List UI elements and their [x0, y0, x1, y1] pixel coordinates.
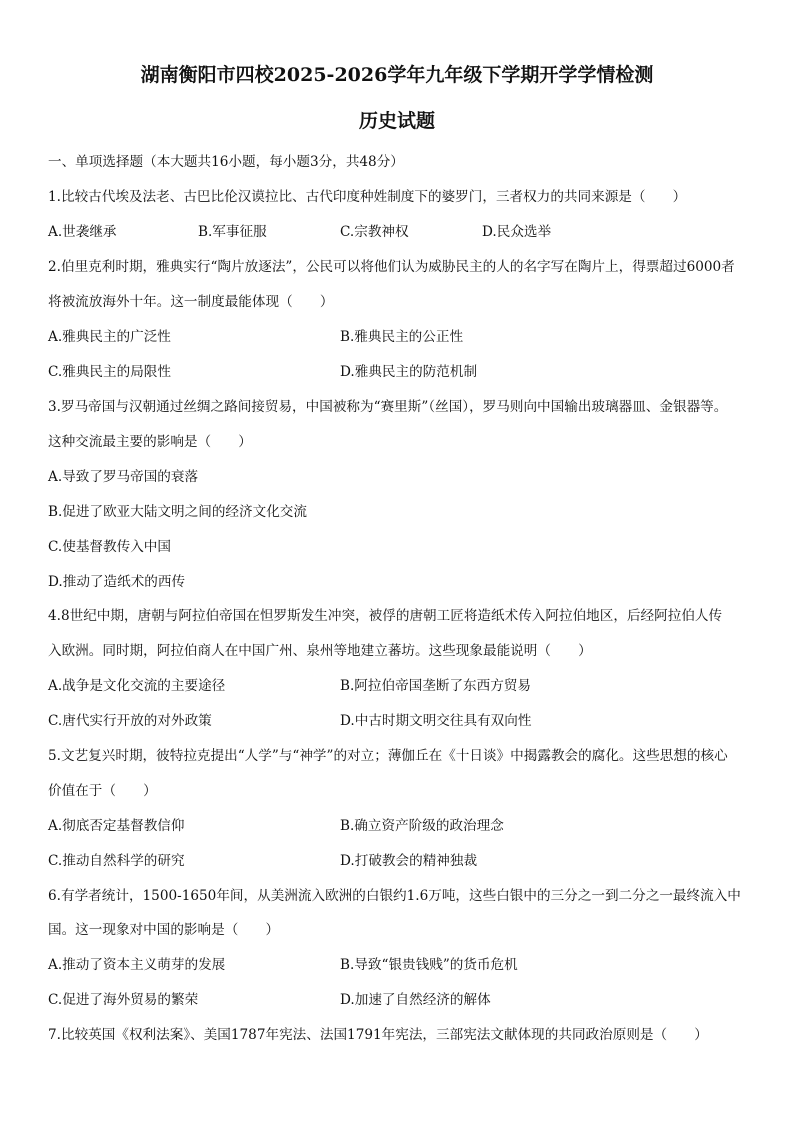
exam-title: 湖南衡阳市四校2025-2026学年九年级下学期开学学情检测 [140, 64, 654, 86]
q4-option-a: A.战争是文化交流的主要途径 [48, 678, 226, 694]
question-6-stem-line-1: 6.有学者统计，1500-1650年间，从美洲流入欧洲的白银约1.6万吨，这些白银中的三分之一到二分之一最终流入中 [48, 888, 741, 904]
q6-option-c: C.促进了海外贸易的繁荣 [48, 992, 199, 1008]
q1-option-b: B.军事征服 [198, 224, 267, 240]
question-4-stem-line-2: 入欧洲。同时期，阿拉伯商人在中国广州、泉州等地建立蕃坊。这些现象最能说明（ ） [48, 643, 592, 659]
question-2-stem-line-1: 2.伯里克利时期，雅典实行“陶片放逐法”，公民可以将他们认为威胁民主的人的名字写在陶片上，得票超过6000者 [48, 259, 735, 275]
q2-option-d: D.雅典民主的防范机制 [340, 364, 478, 380]
q2-option-c: C.雅典民主的局限性 [48, 364, 171, 380]
q5-option-b: B.确立资产阶级的政治理念 [340, 818, 504, 834]
question-4-stem-line-1: 4.8世纪中期，唐朝与阿拉伯帝国在怛罗斯发生冲突，被俘的唐朝工匠将造纸术传入阿拉伯地区，后经阿拉伯人传 [48, 608, 723, 624]
q2-option-a: A.雅典民主的广泛性 [48, 329, 171, 345]
q4-option-c: C.唐代实行开放的对外政策 [48, 713, 212, 729]
q5-option-c: C.推动自然科学的研究 [48, 853, 185, 869]
q6-option-d: D.加速了自然经济的解体 [340, 992, 491, 1008]
q1-option-c: C.宗教神权 [340, 224, 409, 240]
section-heading: 一、单项选择题（本大题共16小题，每小题3分，共48分） [48, 154, 404, 170]
question-6-stem-line-2: 国。这一现象对中国的影响是（ ） [48, 922, 280, 938]
q5-option-a: A.彻底否定基督教信仰 [48, 818, 185, 834]
question-2-stem-line-2: 将被流放海外十年。这一制度最能体现（ ） [48, 294, 334, 310]
q5-option-d: D.打破教会的精神独裁 [340, 853, 478, 869]
q1-option-d: D.民众选举 [482, 224, 552, 240]
q3-option-c: C.使基督教传入中国 [48, 539, 171, 555]
q6-option-b: B.导致“银贵钱贱”的货币危机 [340, 957, 518, 973]
exam-subtitle: 历史试题 [358, 110, 435, 132]
question-3-stem-line-2: 这种交流最主要的影响是（ ） [48, 434, 252, 450]
question-3-stem-line-1: 3.罗马帝国与汉朝通过丝绸之路间接贸易，中国被称为“赛里斯”（丝国），罗马则向中国输出玻璃器皿、金银器等。 [48, 399, 728, 415]
q4-option-b: B.阿拉伯帝国垄断了东西方贸易 [340, 678, 532, 694]
q6-option-a: A.推动了资本主义萌芽的发展 [48, 957, 226, 973]
q1-option-a: A.世袭继承 [48, 224, 117, 240]
q3-option-b: B.促进了欧亚大陆文明之间的经济文化交流 [48, 504, 307, 520]
question-5-stem-line-2: 价值在于（ ） [48, 783, 157, 799]
question-7-stem: 7.比较英国《权利法案》、美国1787年宪法、法国1791年宪法，三部宪法文献体现的共同政治原则是（ ） [48, 1027, 708, 1043]
question-1-stem: 1.比较古代埃及法老、古巴比伦汉谟拉比、古代印度种姓制度下的婆罗门，三者权力的共同来源是（ ） [48, 189, 687, 205]
question-5-stem-line-1: 5.文艺复兴时期，彼特拉克提出“人学”与“神学”的对立；薄伽丘在《十日谈》中揭露教会的腐化。这些思想的核心 [48, 748, 728, 764]
q2-option-b: B.雅典民主的公正性 [340, 329, 464, 345]
q3-option-a: A.导致了罗马帝国的衰落 [48, 469, 199, 485]
q3-option-d: D.推动了造纸术的西传 [48, 574, 186, 590]
q4-option-d: D.中古时期文明交往具有双向性 [340, 713, 532, 729]
